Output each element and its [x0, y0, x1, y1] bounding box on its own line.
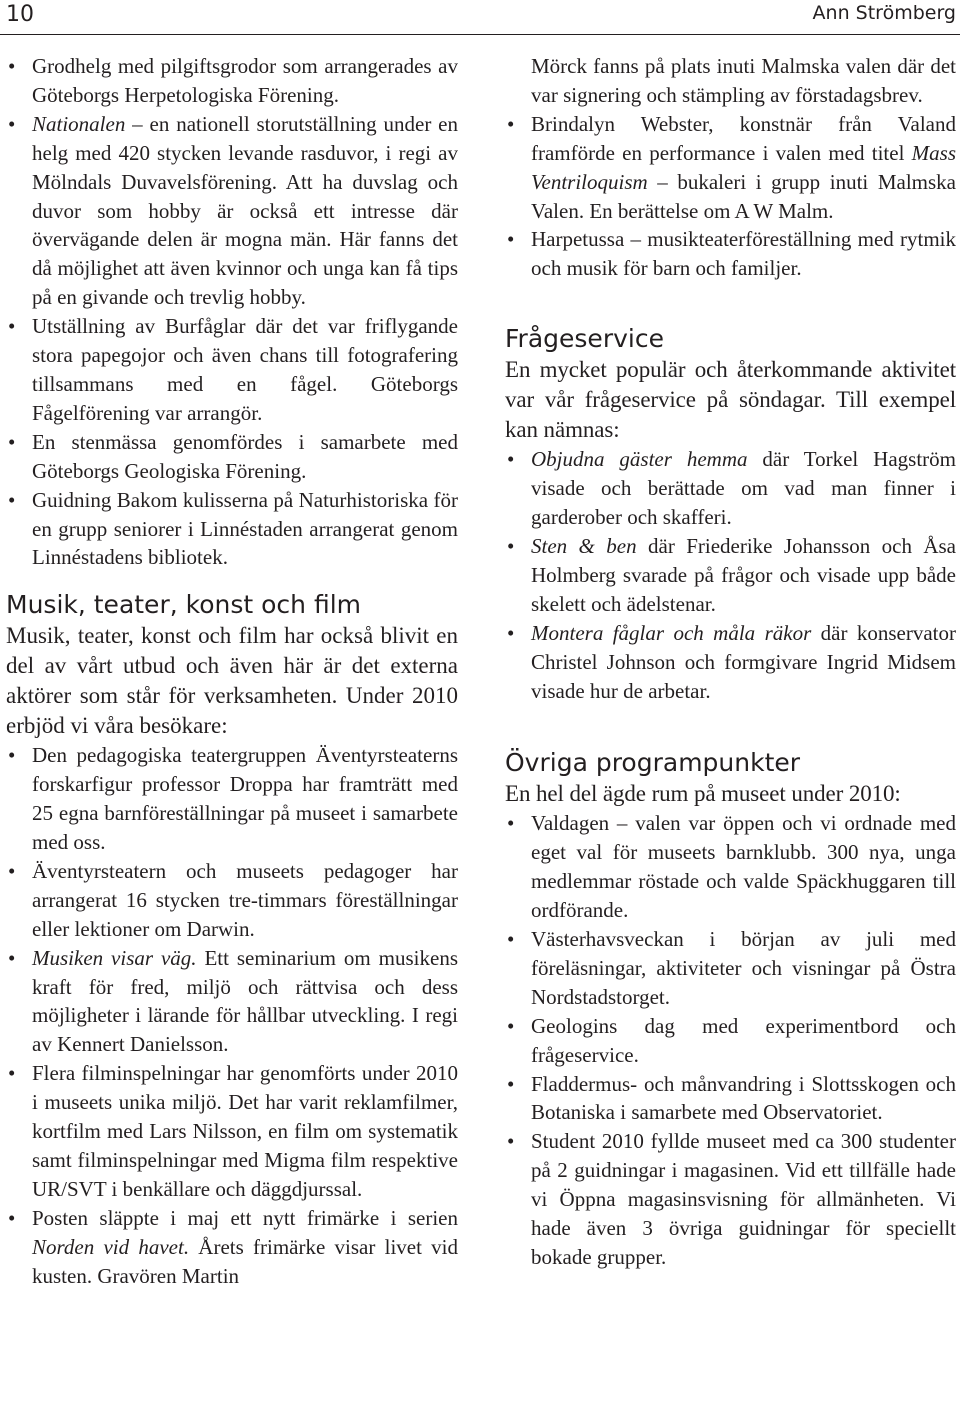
event-list — [505, 445, 956, 705]
list-item: • Sten & ben där Friederike Johansson och Åsa Holmberg svarade på frågor och visade upp både skelett och ädelstenar. — [505, 532, 956, 619]
list-item: • Objudna gäster hemma där Torkel Hagström visade och berättade om vad man finner i garderober och skafferi. — [505, 445, 956, 532]
page-number: 10 — [6, 2, 34, 27]
list-item: • Geologins dag med experimentbord och frågeservice. — [505, 1012, 956, 1070]
section-intro: En hel del ägde rum på museet under 2010: — [505, 781, 901, 807]
section-heading-musik: Musik, teater, konst och film — [6, 590, 361, 620]
list-item: • Posten släppte i maj ett nytt frimärke i serien Norden vid havet. Årets frimärke visar livet vid kusten. Gravören Martin — [6, 1204, 458, 1291]
running-head-author: Ann Strömberg — [812, 2, 956, 24]
list-item: • Grodhelg med pilgiftsgrodor som arrangerades av Göteborgs Herpetologiska Förening. — [6, 52, 458, 110]
list-item: • Student 2010 fyllde museet med ca 300 studenter på 2 guidningar i magasinen. Vid ett tillfälle hade vi Öppna magasinsvisning för allmänheten. Vi hade även 3 övriga guidningar för speciellt bokade grupper. — [505, 1127, 956, 1272]
list-item: • Fladdermus- och månvandring i Slottsskogen och Botaniska i samarbete med Observatoriet. — [505, 1070, 956, 1128]
event-list — [505, 110, 956, 283]
event-list — [6, 52, 458, 572]
event-list — [505, 809, 956, 1272]
list-item: • Guidning Bakom kulisserna på Naturhistoriska för en grupp seniorer i Linnéstaden arrangerat genom Linnéstadens bibliotek. — [6, 486, 458, 573]
event-list — [6, 741, 458, 1290]
list-item: • Nationalen – en nationell storutställning under en helg med 420 stycken levande rasduvor, i regi av Mölndals Duvavelsförening. Att ha duvslag och duvor som hobby är också ett intresse där övervägande delen är mogna män. Här fanns det då möjlighet att även kvinnor och unga kan få tips på en givande och trevlig hobby. — [6, 110, 458, 312]
list-item: • Äventyrsteatern och museets pedagoger har arrangerat 16 stycken tre-timmars föreställningar eller lektioner om Darwin. — [6, 857, 458, 944]
section-heading-frageservice: Frågeservice — [505, 324, 664, 354]
right-column — [505, 52, 956, 1272]
list-item: • Flera filminspelningar har genomförts under 2010 i museets unika miljö. Det har varit reklamfilmer, kortfilm med Lars Nilsson, en film om systematik samt filminspelningar med Migma film respektive UR/SVT i benkällare och däggdjurssal. — [6, 1059, 458, 1204]
list-item: • Utställning av Burfåglar där det var friflygande stora papegojor och även chans till fotografering tillsammans med en fågel. Göteborgs Fågelförening var arrangör. — [6, 312, 458, 428]
list-item: • Harpetussa – musikteaterföreställning med rytmik och musik för barn och familjer. — [505, 225, 956, 283]
section-intro: En mycket populär och återkommande aktivitet var vår frågeservice på söndagar. Till exempel kan nämnas: — [505, 357, 956, 443]
list-item: • Montera fåglar och måla räkor där konservator Christel Johnson och formgivare Ingrid Midsem visade hur de arbetar. — [505, 619, 956, 706]
list-item: • En stenmässa genomfördes i samarbete med Göteborgs Geologiska Förening. — [6, 428, 458, 486]
list-item: • Västerhavsveckan i början av juli med föreläsningar, aktiviteter och visningar på Östra Nordstadstorget. — [505, 925, 956, 1012]
list-item: • Valdagen – valen var öppen och vi ordnade med eget val för museets barnklubb. 300 nya, unga medlemmar röstade och valde Späckhuggaren till ordförande. — [505, 809, 956, 925]
left-column — [6, 52, 458, 1291]
list-item: • Musiken visar väg. Ett seminarium om musikens kraft för fred, miljö och rättvisa och dess möjligheter i lärande för hållbar utveckling. I regi av Kennert Danielsson. — [6, 944, 458, 1060]
list-item: • Brindalyn Webster, konstnär från Valand framförde en performance i valen med titel Mass Ventriloquism – bukaleri i grupp inuti Malmska Valen. En berättelse om A W Malm. — [505, 110, 956, 226]
section-intro: Musik, teater, konst och film har också blivit en del av vårt utbud och även här är det externa aktörer som står för verksamheten. Under 2010 erbjöd vi våra besökare: — [6, 623, 458, 739]
page-header — [0, 0, 960, 35]
list-item: • Den pedagogiska teatergruppen Äventyrsteaterns forskarfigur professor Droppa har framträtt med 25 egna barnföreställningar på museet i samarbete med oss. — [6, 741, 458, 857]
continuation-text: Mörck fanns på plats inuti Malmska valen där det var signering och stämpling av förstadagsbrev. — [531, 54, 956, 107]
section-heading-ovriga: Övriga programpunkter — [505, 748, 801, 778]
